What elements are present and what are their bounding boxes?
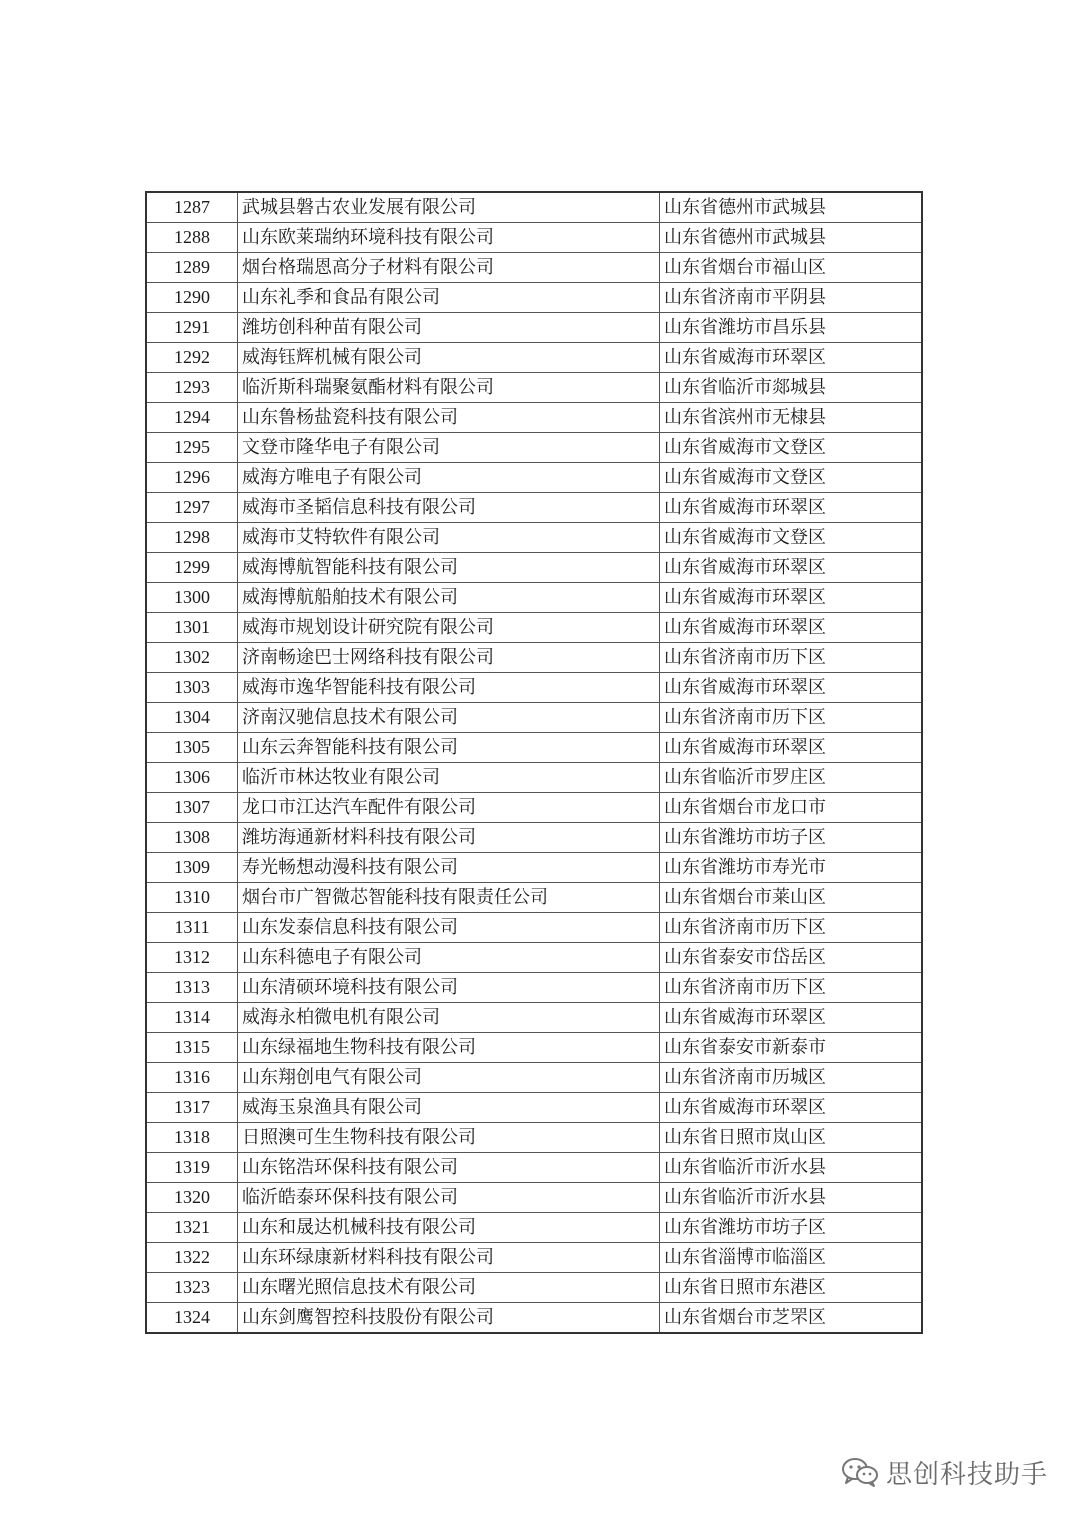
company-name: 山东翔创电气有限公司 xyxy=(238,1063,660,1093)
company-location: 山东省烟台市芝罘区 xyxy=(660,1303,923,1334)
row-number: 1290 xyxy=(146,283,238,313)
row-number: 1291 xyxy=(146,313,238,343)
company-location: 山东省威海市文登区 xyxy=(660,463,923,493)
row-number: 1298 xyxy=(146,523,238,553)
company-name: 威海玉泉渔具有限公司 xyxy=(238,1093,660,1123)
table-row xyxy=(146,733,922,763)
company-location: 山东省济南市历下区 xyxy=(660,913,923,943)
table-row xyxy=(146,1183,922,1213)
company-location: 山东省滨州市无棣县 xyxy=(660,403,923,433)
row-number: 1288 xyxy=(146,223,238,253)
company-name: 威海博航智能科技有限公司 xyxy=(238,553,660,583)
table-row xyxy=(146,433,922,463)
company-location: 山东省威海市环翠区 xyxy=(660,673,923,703)
table-row xyxy=(146,403,922,433)
table-row xyxy=(146,223,922,253)
table-row xyxy=(146,1303,922,1334)
company-location: 山东省济南市平阴县 xyxy=(660,283,923,313)
row-number: 1303 xyxy=(146,673,238,703)
company-location: 山东省临沂市郯城县 xyxy=(660,373,923,403)
company-location: 山东省淄博市临淄区 xyxy=(660,1243,923,1273)
table-row xyxy=(146,823,922,853)
row-number: 1319 xyxy=(146,1153,238,1183)
row-number: 1305 xyxy=(146,733,238,763)
company-name: 山东剑鹰智控科技股份有限公司 xyxy=(238,1303,660,1334)
company-location: 山东省威海市环翠区 xyxy=(660,733,923,763)
table-row xyxy=(146,1123,922,1153)
table-row xyxy=(146,583,922,613)
table-row xyxy=(146,463,922,493)
row-number: 1299 xyxy=(146,553,238,583)
table-row xyxy=(146,1273,922,1303)
company-name: 山东铭浩环保科技有限公司 xyxy=(238,1153,660,1183)
row-number: 1287 xyxy=(146,192,238,223)
company-location: 山东省济南市历下区 xyxy=(660,643,923,673)
row-number: 1317 xyxy=(146,1093,238,1123)
table-row xyxy=(146,973,922,1003)
table-row xyxy=(146,853,922,883)
company-name: 威海市逸华智能科技有限公司 xyxy=(238,673,660,703)
company-location: 山东省威海市环翠区 xyxy=(660,613,923,643)
row-number: 1322 xyxy=(146,1243,238,1273)
company-location: 山东省烟台市福山区 xyxy=(660,253,923,283)
company-name: 威海市艾特软件有限公司 xyxy=(238,523,660,553)
row-number: 1321 xyxy=(146,1213,238,1243)
company-location: 山东省临沂市沂水县 xyxy=(660,1153,923,1183)
table-row xyxy=(146,1033,922,1063)
company-name: 威海钰辉机械有限公司 xyxy=(238,343,660,373)
table-row xyxy=(146,343,922,373)
table-row xyxy=(146,493,922,523)
table-row xyxy=(146,913,922,943)
row-number: 1292 xyxy=(146,343,238,373)
wechat-icon xyxy=(840,1456,880,1488)
company-name: 日照澳可生生物科技有限公司 xyxy=(238,1123,660,1153)
table-row xyxy=(146,643,922,673)
row-number: 1301 xyxy=(146,613,238,643)
company-name: 山东清硕环境科技有限公司 xyxy=(238,973,660,1003)
company-location: 山东省烟台市龙口市 xyxy=(660,793,923,823)
table-row xyxy=(146,253,922,283)
row-number: 1308 xyxy=(146,823,238,853)
row-number: 1324 xyxy=(146,1303,238,1334)
table-row xyxy=(146,1003,922,1033)
company-location: 山东省潍坊市坊子区 xyxy=(660,1213,923,1243)
company-location: 山东省潍坊市坊子区 xyxy=(660,823,923,853)
company-name: 山东曙光照信息技术有限公司 xyxy=(238,1273,660,1303)
row-number: 1309 xyxy=(146,853,238,883)
company-name: 山东科德电子有限公司 xyxy=(238,943,660,973)
company-location: 山东省潍坊市昌乐县 xyxy=(660,313,923,343)
company-name: 武城县磐古农业发展有限公司 xyxy=(238,192,660,223)
company-name: 威海方唯电子有限公司 xyxy=(238,463,660,493)
company-location: 山东省德州市武城县 xyxy=(660,223,923,253)
company-name: 山东发泰信息科技有限公司 xyxy=(238,913,660,943)
company-name: 烟台市广智微芯智能科技有限责任公司 xyxy=(238,883,660,913)
company-name: 威海博航船舶技术有限公司 xyxy=(238,583,660,613)
row-number: 1300 xyxy=(146,583,238,613)
company-name: 济南畅途巴士网络科技有限公司 xyxy=(238,643,660,673)
company-name: 山东欧莱瑞纳环境科技有限公司 xyxy=(238,223,660,253)
table-row xyxy=(146,313,922,343)
row-number: 1310 xyxy=(146,883,238,913)
row-number: 1294 xyxy=(146,403,238,433)
company-name: 寿光畅想动漫科技有限公司 xyxy=(238,853,660,883)
company-location: 山东省威海市文登区 xyxy=(660,523,923,553)
table-body xyxy=(146,192,922,1333)
company-location: 山东省威海市环翠区 xyxy=(660,343,923,373)
company-location: 山东省威海市环翠区 xyxy=(660,493,923,523)
company-location: 山东省日照市岚山区 xyxy=(660,1123,923,1153)
company-name: 临沂市林达牧业有限公司 xyxy=(238,763,660,793)
row-number: 1295 xyxy=(146,433,238,463)
row-number: 1314 xyxy=(146,1003,238,1033)
table-row xyxy=(146,192,922,223)
table-row xyxy=(146,1243,922,1273)
company-name: 威海市圣韬信息科技有限公司 xyxy=(238,493,660,523)
row-number: 1313 xyxy=(146,973,238,1003)
watermark xyxy=(840,1454,1048,1490)
table-row xyxy=(146,283,922,313)
row-number: 1307 xyxy=(146,793,238,823)
company-name: 威海市规划设计研究院有限公司 xyxy=(238,613,660,643)
row-number: 1311 xyxy=(146,913,238,943)
company-location: 山东省威海市环翠区 xyxy=(660,1003,923,1033)
company-name: 潍坊海通新材料科技有限公司 xyxy=(238,823,660,853)
table-row xyxy=(146,793,922,823)
row-number: 1316 xyxy=(146,1063,238,1093)
company-name: 济南汉驰信息技术有限公司 xyxy=(238,703,660,733)
row-number: 1304 xyxy=(146,703,238,733)
company-name: 龙口市江达汽车配件有限公司 xyxy=(238,793,660,823)
table-row xyxy=(146,943,922,973)
company-location: 山东省威海市环翠区 xyxy=(660,1093,923,1123)
row-number: 1297 xyxy=(146,493,238,523)
company-name: 山东环绿康新材料科技有限公司 xyxy=(238,1243,660,1273)
company-location: 山东省德州市武城县 xyxy=(660,192,923,223)
company-name: 山东和晟达机械科技有限公司 xyxy=(238,1213,660,1243)
table-row xyxy=(146,1093,922,1123)
company-name: 临沂皓泰环保科技有限公司 xyxy=(238,1183,660,1213)
table-row xyxy=(146,703,922,733)
row-number: 1306 xyxy=(146,763,238,793)
row-number: 1315 xyxy=(146,1033,238,1063)
company-location: 山东省泰安市岱岳区 xyxy=(660,943,923,973)
company-name: 临沂斯科瑞聚氨酯材料有限公司 xyxy=(238,373,660,403)
company-location: 山东省日照市东港区 xyxy=(660,1273,923,1303)
table-row xyxy=(146,613,922,643)
company-location: 山东省潍坊市寿光市 xyxy=(660,853,923,883)
company-location: 山东省临沂市沂水县 xyxy=(660,1183,923,1213)
company-name: 潍坊创科种苗有限公司 xyxy=(238,313,660,343)
row-number: 1293 xyxy=(146,373,238,403)
table-row xyxy=(146,673,922,703)
company-name: 山东鲁杨盐瓷科技有限公司 xyxy=(238,403,660,433)
table-row xyxy=(146,553,922,583)
company-location: 山东省济南市历下区 xyxy=(660,703,923,733)
company-location: 山东省济南市历城区 xyxy=(660,1063,923,1093)
table-row xyxy=(146,1213,922,1243)
row-number: 1289 xyxy=(146,253,238,283)
watermark-text: 思创科技助手 xyxy=(886,1459,1049,1490)
row-number: 1323 xyxy=(146,1273,238,1303)
table-row xyxy=(146,1153,922,1183)
company-name: 山东礼季和食品有限公司 xyxy=(238,283,660,313)
company-list-table xyxy=(145,191,923,1334)
company-location: 山东省威海市环翠区 xyxy=(660,553,923,583)
table-row xyxy=(146,883,922,913)
company-location: 山东省济南市历下区 xyxy=(660,973,923,1003)
company-name: 山东云奔智能科技有限公司 xyxy=(238,733,660,763)
table-row xyxy=(146,373,922,403)
row-number: 1320 xyxy=(146,1183,238,1213)
row-number: 1302 xyxy=(146,643,238,673)
table-row xyxy=(146,1063,922,1093)
company-name: 山东绿福地生物科技有限公司 xyxy=(238,1033,660,1063)
company-name: 文登市隆华电子有限公司 xyxy=(238,433,660,463)
company-name: 烟台格瑞恩高分子材料有限公司 xyxy=(238,253,660,283)
table-row xyxy=(146,523,922,553)
company-name: 威海永柏微电机有限公司 xyxy=(238,1003,660,1033)
row-number: 1296 xyxy=(146,463,238,493)
company-location: 山东省威海市文登区 xyxy=(660,433,923,463)
company-location: 山东省临沂市罗庄区 xyxy=(660,763,923,793)
company-location: 山东省威海市环翠区 xyxy=(660,583,923,613)
row-number: 1318 xyxy=(146,1123,238,1153)
row-number: 1312 xyxy=(146,943,238,973)
table-row xyxy=(146,763,922,793)
company-location: 山东省泰安市新泰市 xyxy=(660,1033,923,1063)
company-location: 山东省烟台市莱山区 xyxy=(660,883,923,913)
